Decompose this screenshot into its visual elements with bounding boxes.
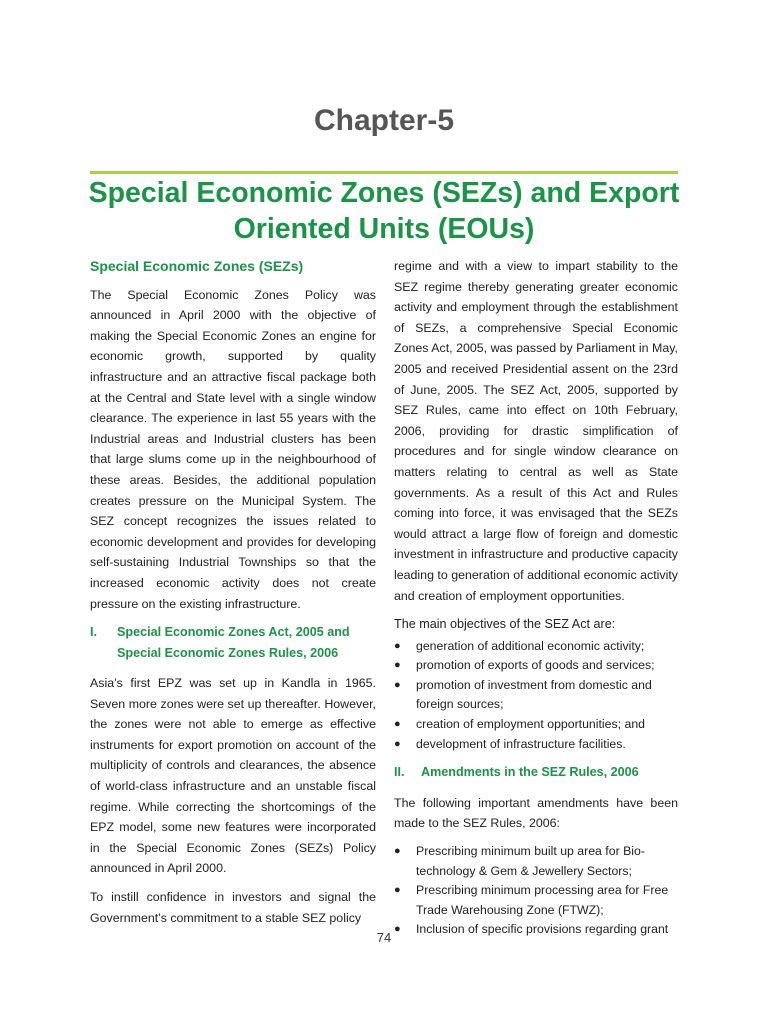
- list-item: ● creation of employment opportunities; and: [394, 715, 678, 735]
- bullet-icon: ●: [394, 884, 401, 897]
- bullet-icon: ●: [394, 678, 401, 691]
- paragraph-epz-history: Asia’s first EPZ was set up in Kandla in 1965. Seven more zones were set up thereafter. However, the zones were not able to emerge as effective instruments for export promotion on account of the multiplicity of controls and clearances, the absence of world-class infrastructure and an unstable fiscal regime. While correcting the shortcomings of the EPZ model, some new features were incorporated in the Special Economic Zones (SEZs) Policy announced in April 2000.: [90, 676, 376, 876]
- objectives-list: [394, 637, 678, 755]
- list-item: ● development of infrastructure facilities.: [394, 735, 678, 755]
- title-line-2: Oriented Units (EOUs): [233, 213, 535, 245]
- left-column: [90, 256, 376, 936]
- title-rule: [90, 171, 678, 174]
- paragraph-sez-act-passage: regime and with a view to impart stability to the SEZ regime thereby generating greater economic activity and employment through the establishment of SEZs, a comprehensive Special Economic Zones Act, 2005, was passed by Parliament in May, 2005 and received Presidential assent on the 23rd of June, 2005. The SEZ Act, 2005, supported by SEZ Rules, came into effect on 10th February, 2006, providing for drastic simplification of procedures and for single window clearance on matters relating to central as well as State governments. As a result of this Act and Rules coming into force, it was envisaged that the SEZs would attract a large flow of foreign and domestic investment in infrastructure and productive capacity leading to generation of additional economic activity and creation of employment opportunities.: [394, 259, 678, 603]
- paragraph-sez-policy: The Special Economic Zones Policy was announced in April 2000 with the objective of making the Special Economic Zones an engine for economic growth, supported by quality infrastructure and an attractive fiscal package both at the Central and State level with a single window clearance. The experience in last 55 years with the Industrial areas and Industrial clusters has been that large slums come up in the neighbourhood of these areas. Besides, the additional population creates pressure on the Municipal System. The SEZ concept recognizes the issues related to economic development and provides for developing self-sustaining Industrial Townships so that the increased economic activity does not create pressure on the existing infrastructure.: [90, 287, 376, 611]
- right-column: [394, 256, 678, 948]
- amendments-list: [394, 842, 678, 940]
- subsection-heading-sez-act: [90, 622, 376, 663]
- title-line-1: Special Economic Zones (SEZs) and Export: [88, 177, 680, 209]
- list-item: ● promotion of exports of goods and services;: [394, 656, 678, 676]
- bullet-icon: ●: [394, 639, 401, 652]
- paragraph-investor-confidence: To instill confidence in investors and signal the Government’s commitment to a stable SEZ policy: [90, 890, 376, 925]
- list-item: ● Prescribing minimum processing area for Free Trade Warehousing Zone (FTWZ);: [394, 881, 678, 920]
- subsection-title: Amendments in the SEZ Rules, 2006: [421, 765, 639, 780]
- subsection-heading-amendments: [394, 762, 678, 783]
- list-item: ● Prescribing minimum built up area for Bio-technology & Gem & Jewellery Sectors;: [394, 842, 678, 881]
- list-item: ● Inclusion of specific provisions regarding grant: [394, 920, 678, 940]
- section-heading-sezs: Special Economic Zones (SEZs): [90, 258, 304, 274]
- bullet-icon: ●: [394, 737, 401, 750]
- list-item: ● promotion of investment from domestic and foreign sources;: [394, 676, 678, 715]
- list-item: ● generation of additional economic activity;: [394, 637, 678, 657]
- bullet-icon: ●: [394, 659, 401, 672]
- subsection-title: Special Economic Zones Act, 2005 and Special Economic Zones Rules, 2006: [117, 625, 350, 660]
- bullet-icon: ●: [394, 718, 401, 731]
- chapter-title: [60, 175, 708, 247]
- objectives-lead: The main objectives of the SEZ Act are:: [394, 617, 616, 632]
- bullet-icon: ●: [394, 844, 401, 857]
- chapter-heading: Chapter-5: [313, 104, 455, 137]
- subsection-number: I.: [90, 625, 97, 640]
- subsection-number: II.: [394, 765, 405, 780]
- paragraph-amendments-intro: The following important amendments have been made to the SEZ Rules, 2006:: [394, 795, 678, 831]
- bullet-icon: ●: [394, 923, 401, 936]
- page-number: 74: [376, 930, 392, 945]
